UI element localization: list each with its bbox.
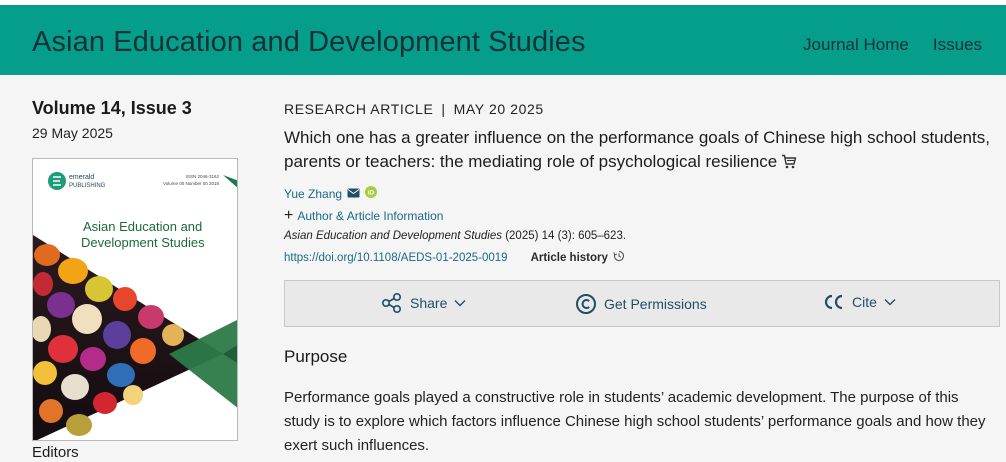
article-toolbar xyxy=(284,280,1000,327)
editors-heading[interactable]: Editors xyxy=(32,444,79,461)
issue-sidebar xyxy=(32,98,247,141)
journal-cover-image[interactable] xyxy=(32,158,238,441)
article-meta-kicker xyxy=(284,101,1000,117)
cite-button[interactable] xyxy=(823,293,896,311)
section-heading-purpose: Purpose xyxy=(284,347,348,366)
citation-details: (2025) 14 (3): 605–623. xyxy=(502,230,627,242)
article-header xyxy=(284,101,1000,265)
chevron-down-icon xyxy=(884,298,896,306)
author-info-label: Author & Article Information xyxy=(297,209,444,223)
share-icon xyxy=(381,293,403,313)
journal-title-link[interactable]: Asian Education and Development Studies xyxy=(32,26,586,58)
author-name-link[interactable]: Yue Zhang xyxy=(284,186,343,201)
svg-text:iD: iD xyxy=(367,189,375,197)
get-permissions-button[interactable] xyxy=(575,293,707,315)
article-type: RESEARCH ARTICLE xyxy=(284,101,434,117)
copyright-icon xyxy=(575,293,597,315)
article-published-date: MAY 20 2025 xyxy=(453,101,544,117)
article-history-toggle[interactable] xyxy=(531,250,625,265)
shopping-cart-icon[interactable] xyxy=(781,152,797,176)
nav-issues[interactable]: Issues xyxy=(932,35,982,54)
abstract-paragraph: Performance goals played a constructive role in students’ academic development. The purpose of this study is to explore which factors influence Chinese high school students’ performance goals and how they exert such influences. xyxy=(284,389,986,454)
header-nav xyxy=(803,35,982,55)
cover-publisher: emerald xyxy=(69,174,95,181)
share-label: Share xyxy=(410,295,448,311)
cite-label: Cite xyxy=(852,294,877,310)
article-history-label: Article history xyxy=(530,251,608,264)
citation-journal: Asian Education and Development Studies xyxy=(284,230,503,242)
cover-journal-title-2: Development Studies xyxy=(81,235,205,250)
get-permissions-label: Get Permissions xyxy=(604,296,707,312)
mail-icon[interactable] xyxy=(347,187,360,201)
article-title-text: Which one has a greater influence on the performance goals of Chinese high school students, parents or teachers: the mediating role of psychological resilience xyxy=(284,128,990,171)
issue-volume-link[interactable]: Volume 14, Issue 3 xyxy=(32,98,192,118)
author-info-toggle[interactable] xyxy=(284,209,1000,223)
cover-issn: ISSN 2046-3162 xyxy=(185,174,219,179)
share-button[interactable] xyxy=(381,293,466,313)
plus-icon: + xyxy=(284,207,294,224)
author-line xyxy=(284,186,1000,201)
site-header xyxy=(0,5,1006,75)
article-title xyxy=(284,126,1000,176)
cover-journal-title-1: Asian Education and xyxy=(83,219,203,234)
kicker-separator: | xyxy=(441,101,446,117)
emerald-logo xyxy=(48,172,66,190)
cover-volume: Volume 00 Number 00 2018 xyxy=(162,181,219,186)
citation-line xyxy=(284,230,1000,242)
cover-publisher-sub: PUBLISHING xyxy=(69,183,106,189)
issue-date: 29 May 2025 xyxy=(32,125,113,141)
doi-line xyxy=(284,250,1000,265)
chevron-down-icon xyxy=(454,299,466,307)
quote-icon xyxy=(823,293,845,311)
cover-art xyxy=(33,159,238,441)
orcid-icon[interactable] xyxy=(365,186,377,201)
doi-link[interactable]: https://doi.org/10.1108/AEDS-01-2025-0019 xyxy=(284,251,508,264)
history-icon xyxy=(613,250,625,265)
nav-journal-home[interactable]: Journal Home xyxy=(803,35,909,54)
